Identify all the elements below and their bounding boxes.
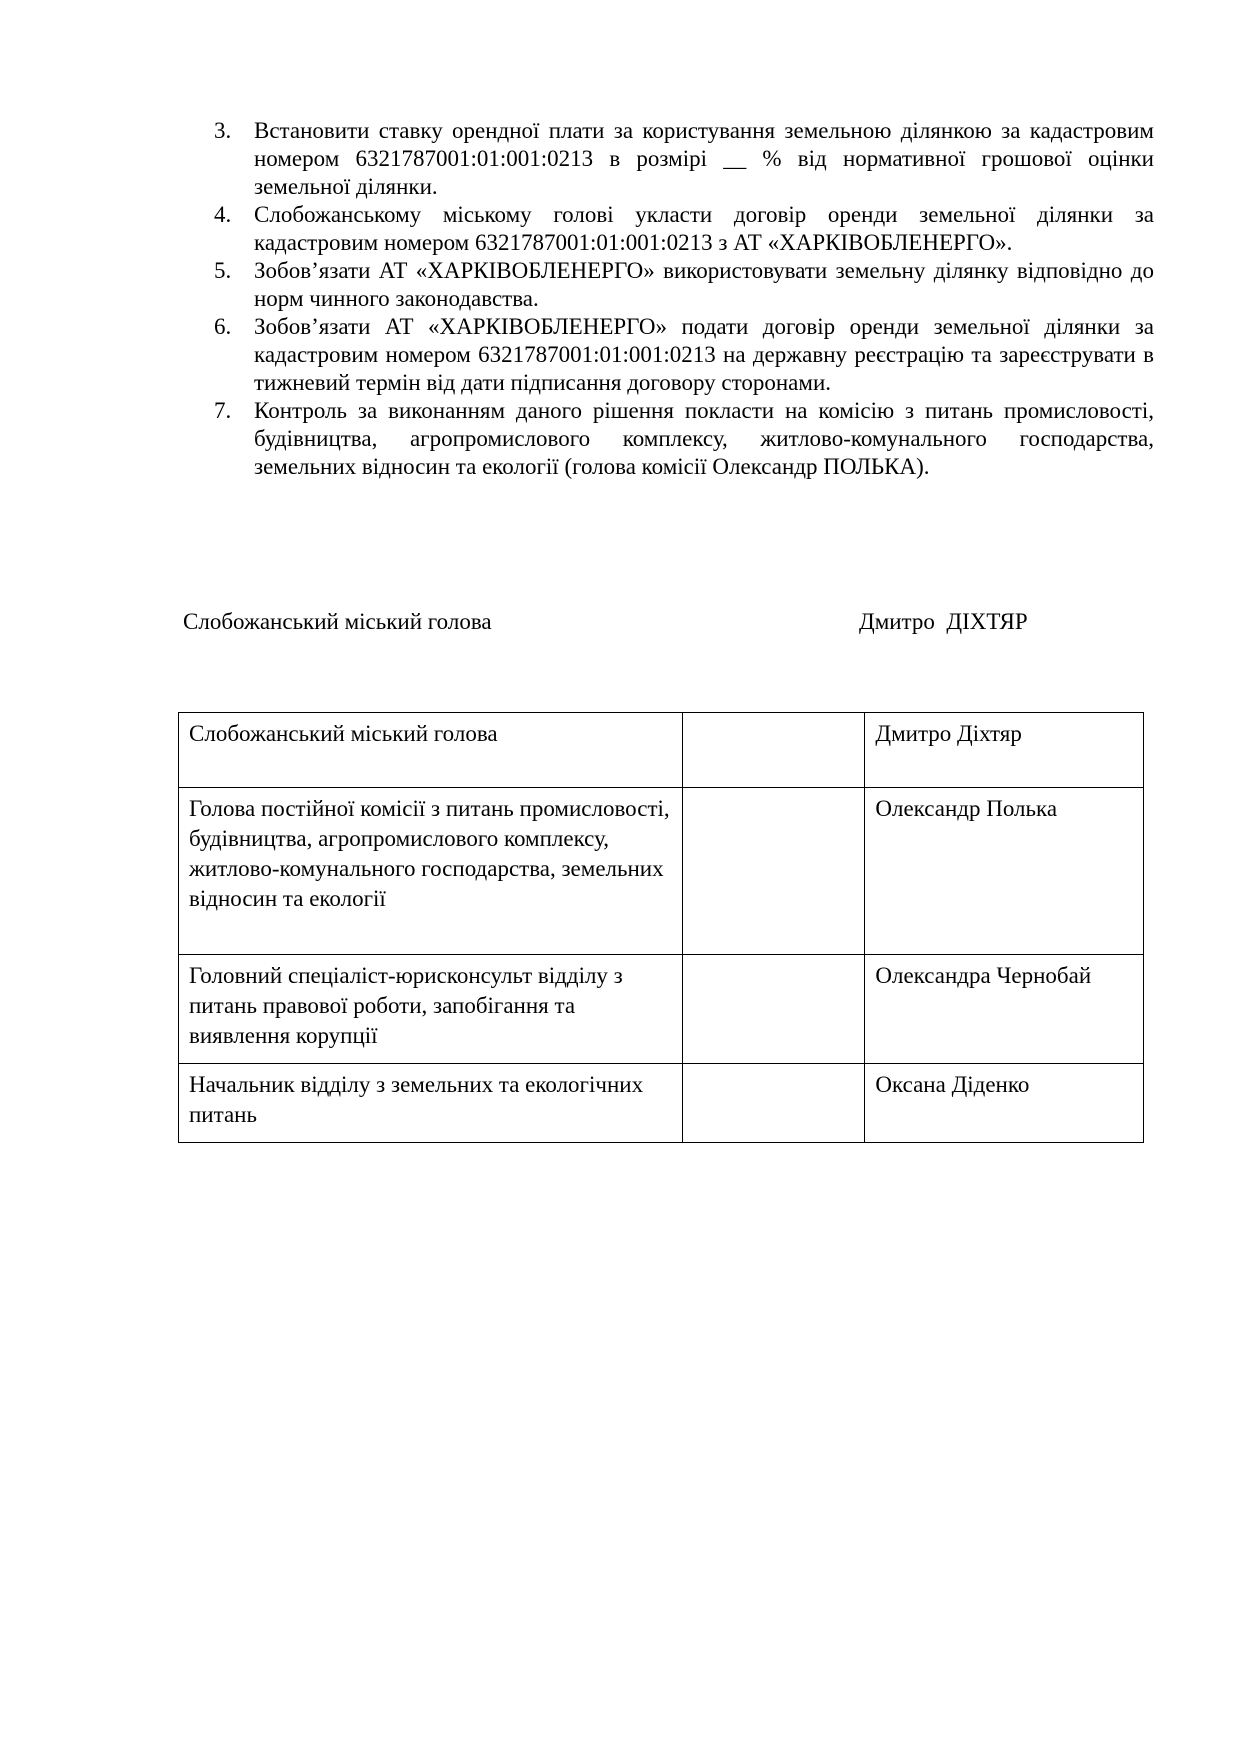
table-row [179, 955, 1144, 1064]
decision-list [214, 117, 1154, 481]
decision-text: Зобов’язати АТ «ХАРКІВОБЛЕНЕРГО» використовувати земельну ділянку відповідно до норм чинного законодавства. [254, 258, 1154, 311]
approver-position: Слобожанський міський голова [179, 713, 683, 788]
decision-text: Встановити ставку орендної плати за користування земельною ділянкою за кадастровим номером 6321787001:01:001:0213 в розмірі __ % від нормативної грошової оцінки земельної ділянки. [254, 118, 1154, 199]
approver-name: Олександра Чернобай [865, 955, 1144, 1064]
approver-signature-cell [682, 1064, 865, 1143]
table-row [179, 1064, 1144, 1143]
decision-item-7 [214, 397, 1154, 481]
decision-text: Слобожанському міському голові укласти договір оренди земельної ділянки за кадастровим номером 6321787001:01:001:0213 з АТ «ХАРКІВОБЛЕНЕРГО». [254, 202, 1154, 255]
approver-position: Головний спеціаліст-юрисконсульт відділу з питань правової роботи, запобігання та виявлення корупції [179, 955, 683, 1064]
approver-signature-cell [682, 788, 865, 955]
decision-item-4 [214, 201, 1154, 257]
approval-table [178, 712, 1144, 1143]
signature-name: Дмитро ДІХТЯР [859, 609, 1028, 634]
approver-signature-cell [682, 955, 865, 1064]
decision-number: 4. [214, 202, 232, 227]
decision-item-5 [214, 257, 1154, 313]
decision-number: 7. [214, 398, 232, 423]
approver-name: Олександр Полька [865, 788, 1144, 955]
approver-signature-cell [682, 713, 865, 788]
approver-name: Дмитро Діхтяр [865, 713, 1144, 788]
decision-item-6 [214, 313, 1154, 397]
decision-item-3 [214, 117, 1154, 201]
table-row [179, 713, 1144, 788]
decision-number: 6. [214, 314, 232, 339]
approver-name: Оксана Діденко [865, 1064, 1144, 1143]
decision-number: 5. [214, 258, 232, 283]
approver-position: Голова постійної комісії з питань промисловості, будівництва, агропромислового комплексу, житлово-комунального господарства, земельних відносин та екології [179, 788, 683, 955]
decision-text: Контроль за виконанням даного рішення покласти на комісію з питань промисловості, будівництва, агропромислового комплексу, житлово-комунального господарства, земельних відносин та екології (голова комісії Олександр ПОЛЬКА). [254, 398, 1154, 479]
decision-text: Зобов’язати АТ «ХАРКІВОБЛЕНЕРГО» подати договір оренди земельної ділянки за кадастровим номером 6321787001:01:001:0213 на державну реєстрацію та зареєструвати в тижневий термін від дати підписання договору сторонами. [254, 314, 1154, 395]
decision-number: 3. [214, 118, 232, 143]
signature-title: Слобожанський міський голова [183, 609, 492, 634]
approver-position: Начальник відділу з земельних та екологічних питань [179, 1064, 683, 1143]
table-row [179, 788, 1144, 955]
